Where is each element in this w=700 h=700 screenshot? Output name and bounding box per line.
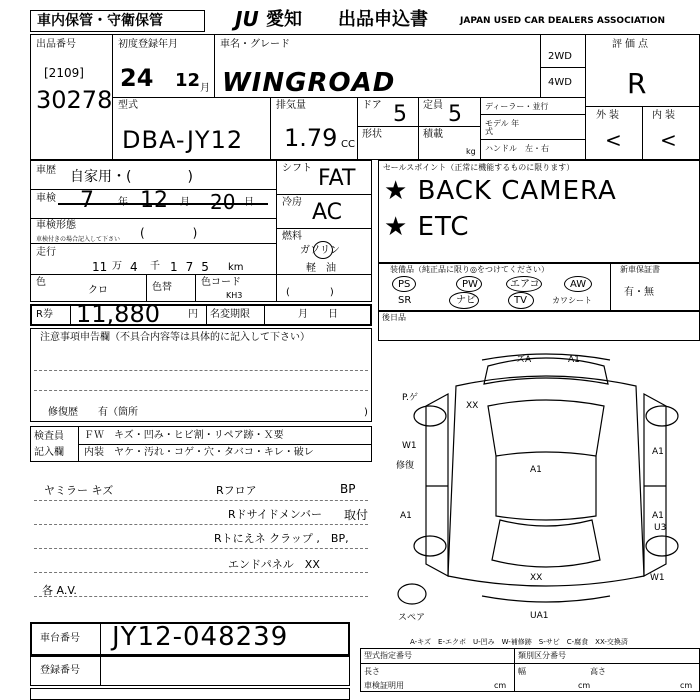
mark-a1-left: A1 bbox=[400, 511, 412, 521]
storage-note-box bbox=[30, 10, 205, 32]
inspection-month-unit: 月 bbox=[180, 197, 190, 208]
model-type-label: 型式 bbox=[118, 100, 138, 111]
history-value: 自家用・( ) bbox=[70, 169, 193, 185]
reg-no-label: 登録番号 bbox=[40, 665, 80, 676]
displacement-value: 1.79 bbox=[284, 124, 338, 152]
aircon-label: 冷房 bbox=[282, 197, 302, 208]
equip-navi-circle bbox=[449, 292, 479, 309]
fuel-gasoline-circle bbox=[313, 241, 333, 259]
sales-point-2: ★ ETC bbox=[384, 212, 470, 242]
inspection-month: 12 bbox=[140, 188, 168, 213]
color-code-value: KH3 bbox=[226, 291, 243, 300]
form-spec-label: 型式指定番号 bbox=[364, 651, 412, 660]
displacement-label: 排気量 bbox=[276, 100, 306, 111]
r-ticket-unit: 円 bbox=[188, 309, 198, 320]
note-2: Rフロア bbox=[216, 484, 257, 497]
lot-code: [2109] bbox=[44, 66, 84, 80]
width-label: 幅 bbox=[518, 667, 526, 676]
equip-navi: ナビ bbox=[456, 295, 476, 306]
lot-number: 30278 bbox=[36, 86, 113, 114]
insp-form-value: ( ) bbox=[140, 226, 198, 240]
inspection-label: 車検 bbox=[36, 193, 56, 204]
car-damage-diagram bbox=[396, 346, 700, 638]
fuel-label: 燃料 bbox=[282, 231, 302, 242]
later-doc-label: 後日品 bbox=[382, 313, 406, 322]
mark-mod: 修復 bbox=[396, 461, 415, 471]
capacity-label: 定員 bbox=[423, 100, 443, 111]
length-label: 長さ bbox=[364, 667, 380, 676]
warranty-value: 有・無 bbox=[624, 287, 654, 298]
dealer-label: ディーラー・並行 bbox=[485, 102, 549, 111]
sales-point-1: ★ BACK CAMERA bbox=[384, 176, 617, 206]
lot-no-label: 出品番号 bbox=[36, 39, 76, 50]
ju-logo: JU bbox=[235, 7, 259, 31]
model-year-label: モデル 年式 bbox=[485, 119, 520, 136]
mark-pg: P.ゲ bbox=[402, 393, 418, 403]
history-label: 車歴 bbox=[36, 165, 56, 176]
footer-row bbox=[30, 688, 350, 700]
warranty-label: 新車保証書 bbox=[620, 265, 660, 274]
name-change-date: 月 日 bbox=[298, 309, 338, 320]
height-label: 高さ bbox=[590, 667, 606, 676]
doors-label: ドア bbox=[362, 100, 382, 111]
score-label: 評価点 bbox=[612, 39, 651, 50]
mileage-man-value: 11 bbox=[92, 260, 108, 274]
equip-aircon: エアコ bbox=[510, 279, 540, 290]
reg-month-unit: 月 bbox=[200, 83, 210, 94]
inspection-year-unit: 年 bbox=[118, 197, 128, 208]
equip-seat: カワシート bbox=[552, 296, 592, 305]
load-unit: kg bbox=[466, 147, 476, 156]
interior-score: < bbox=[660, 128, 677, 152]
mark-xx-top: XX bbox=[466, 401, 479, 411]
chassis-label: 車台番号 bbox=[40, 633, 80, 644]
height-unit: cm bbox=[680, 681, 693, 690]
car-name-label: 車名・グレード bbox=[220, 39, 290, 50]
handle-label: ハンドル 左・右 bbox=[485, 144, 549, 153]
note-5: エンドパネル XX bbox=[228, 558, 320, 571]
equip-ps-circle bbox=[392, 276, 416, 292]
sales-points-label: セールスポイント（正常に機能するものに限ります） bbox=[383, 163, 575, 172]
note-6: 各 A.V. bbox=[42, 584, 77, 597]
mileage-man-unit: 万 bbox=[112, 261, 122, 272]
mark-a1-rear: A1 bbox=[652, 511, 664, 521]
equip-tv: TV bbox=[514, 295, 527, 306]
capacity-value: 5 bbox=[448, 102, 462, 127]
car-name-value: WINGROAD bbox=[222, 68, 396, 98]
mark-w1-bottom: W1 bbox=[650, 573, 665, 583]
mileage-sen-value: 4 bbox=[130, 260, 138, 274]
fuel-gasoline: ガソリン bbox=[300, 245, 340, 256]
mileage-unit: km bbox=[228, 262, 244, 273]
load-label: 積載 bbox=[423, 129, 443, 140]
equip-aw-circle bbox=[564, 276, 592, 292]
repair-history-label: 修復歴 有（箇所 bbox=[48, 407, 138, 418]
mark-u3: U3 bbox=[654, 523, 667, 533]
kind-code-label: 類別区分番号 bbox=[518, 651, 566, 660]
interior-row: 内装 ヤケ・汚れ・コゲ・穴・タバコ・キレ・破レ bbox=[84, 447, 314, 458]
inspection-year: 7 bbox=[80, 188, 94, 213]
mileage-sen-unit: 千 bbox=[150, 261, 160, 272]
mark-a1-top-left: ズA bbox=[516, 355, 532, 365]
r-ticket-value: 11,880 bbox=[76, 300, 160, 328]
color-change-label: 色替 bbox=[152, 282, 172, 293]
drive-4wd-label: 4WD bbox=[548, 77, 572, 88]
length-unit: cm bbox=[494, 681, 507, 690]
note-4: Rトにえネ クラップ , BP, bbox=[214, 532, 349, 545]
inspection-day-unit: 日 bbox=[244, 197, 254, 208]
vehicle-cert-label: 車検証明用 bbox=[364, 681, 404, 690]
equip-pw: PW bbox=[462, 279, 478, 290]
entry-label: 記入欄 bbox=[34, 447, 64, 458]
fw-row: ＦＷ キズ・凹み・ヒビ割・リペア跡・Ｘ要 bbox=[84, 430, 284, 441]
interior-label: 内装 bbox=[652, 110, 678, 121]
note-1: ヤミラー キズ bbox=[44, 484, 114, 497]
later-doc-box bbox=[378, 311, 700, 341]
storage-note: 車内保管・守衛保管 bbox=[37, 13, 163, 29]
equip-aircon-circle bbox=[506, 276, 542, 292]
equip-tv-circle bbox=[508, 292, 534, 309]
insp-form-note: 車検付きの場合記入して下さい bbox=[36, 236, 121, 243]
mark-xx-bottom: XX bbox=[530, 573, 543, 583]
form-title: 出品申込書 bbox=[338, 9, 428, 30]
mark-a1-top-right: A1 bbox=[568, 355, 580, 365]
fuel-diesel: 軽 油 bbox=[306, 263, 336, 274]
mileage-label: 走行 bbox=[36, 247, 56, 258]
r-ticket-label: R券 bbox=[36, 309, 53, 320]
color-value: クロ bbox=[88, 285, 108, 296]
damage-legend: A-キズ E-エクボ U-凹み W-補修跡 S-サビ C-腐食 XX-交換済 bbox=[410, 638, 628, 646]
color-label: 色 bbox=[36, 277, 46, 288]
reg-year: 24 bbox=[120, 64, 154, 92]
chassis-value: JY12-048239 bbox=[112, 622, 289, 652]
org-name: 愛知 bbox=[266, 9, 302, 30]
inspection-strike bbox=[58, 203, 268, 205]
first-reg-label: 初度登録年月 bbox=[118, 39, 178, 50]
equip-pw-circle bbox=[456, 276, 482, 292]
notes-title: 注意事項申告欄（不具合内容等は具体的に記入して下さい） bbox=[40, 332, 310, 343]
cc-unit: CC bbox=[341, 139, 355, 150]
mileage-rest-value: 175 bbox=[170, 260, 217, 274]
side-note-install: 取付 bbox=[344, 508, 369, 522]
model-type-value: DBA-JY12 bbox=[122, 126, 244, 154]
equip-sr: SR bbox=[398, 295, 412, 306]
reg-month: 12 bbox=[175, 70, 201, 91]
shift-label: シフト bbox=[282, 163, 312, 174]
score-value: R bbox=[627, 67, 647, 100]
mark-w1-left: W1 bbox=[402, 441, 417, 451]
equipment-label: 装備品（純正品に限り◎をつけてください） bbox=[390, 265, 549, 274]
note-3: Rドサイドメンバー bbox=[228, 508, 322, 521]
insp-form-label: 車検形態 bbox=[36, 220, 76, 231]
equip-aw: AW bbox=[570, 279, 587, 290]
inspector-label: 検査員 bbox=[34, 431, 64, 442]
mark-ua1: UA1 bbox=[530, 611, 549, 621]
drive-2wd-label: 2WD bbox=[548, 51, 572, 62]
association-name: JAPAN USED CAR DEALERS ASSOCIATION bbox=[460, 16, 665, 26]
color-code-label: 色コード bbox=[201, 277, 241, 288]
name-change-label: 名変期限 bbox=[210, 309, 250, 320]
inspection-day: 20 bbox=[210, 190, 236, 214]
shape-label: 形状 bbox=[362, 129, 382, 140]
mark-a1-right: A1 bbox=[652, 447, 664, 457]
width-unit: cm bbox=[578, 681, 591, 690]
aircon-value: AC bbox=[312, 200, 343, 225]
mark-a1-center: A1 bbox=[530, 465, 542, 475]
side-note-bp: BP bbox=[340, 482, 356, 496]
shift-value: FAT bbox=[318, 166, 356, 191]
doors-value: 5 bbox=[393, 102, 407, 127]
spare-label: スペア bbox=[398, 613, 426, 623]
fuel-blank: ( ) bbox=[286, 287, 334, 298]
exterior-label: 外装 bbox=[596, 110, 622, 121]
equip-ps: PS bbox=[398, 279, 411, 290]
exterior-score: < bbox=[605, 128, 622, 152]
